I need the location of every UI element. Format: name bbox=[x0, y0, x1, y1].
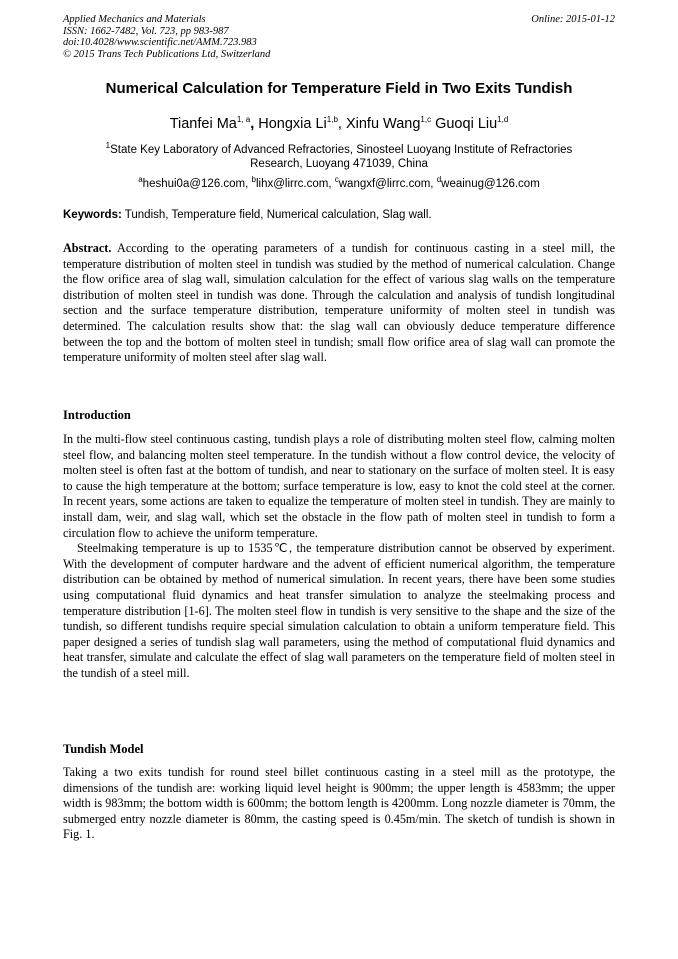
section-heading-introduction: Introduction bbox=[63, 408, 131, 422]
abstract bbox=[63, 241, 615, 366]
email[interactable]: $^c$wangxf@lirrc.com, bbox=[334, 175, 437, 190]
journal-header bbox=[63, 14, 615, 60]
author: Tianfei Ma$^{1, a}$, bbox=[169, 115, 259, 132]
paragraph: Taking a two exits tundish for round steel billet continuous casting in a steel mill as the prototype, the dimensions of the tundish are: working liquid level height is 900mm; the upper length is 4583mm; the upper width is 983mm; the bottom width is 600mm; the bottom length is 4200mm. Long nozzle diameter is 70mm, the submerged entry nozzle diameter is 80mm, the casting speed is 0.45m/min. The sketch of tundish is shown in Fig. 1. bbox=[63, 765, 615, 842]
section-heading-tundish-model: Tundish Model bbox=[63, 742, 144, 756]
abstract-label: Abstract. bbox=[63, 241, 112, 255]
journal-copyright: © 2015 Trans Tech Publications Ltd, Switzerland bbox=[63, 48, 271, 60]
introduction-body bbox=[63, 432, 615, 682]
abstract-text: According to the operating parameters of a tundish for continuous casting in a steel mill, the temperature distribution of molten steel in tundish was studied by the method of numerical calculation. Change the flow orifice area of slag wall, simulation calculation for the effect of various slag walls on the temperature distribution of molten steel in tundish was done. Through the calculation and analysis of tundish longitudinal section and the surface temperature distribution, temperature uniformity of molten steel in tundish was determined. The calculation results show that: the slag wall can obviously deduce temperature difference between the top and the bottom of molten steel in tundish; small flow orifice area of slag wall can promote the temperature uniformity of molten steel after slag wall. bbox=[63, 241, 615, 365]
author: Xinfu Wang$^{1,c}$ bbox=[345, 115, 432, 132]
paper-title: Numerical Calculation for Temperature Field in Two Exits Tundish bbox=[105, 80, 573, 97]
keywords bbox=[63, 209, 615, 221]
journal-doi: doi:10.4028/www.scientific.net/AMM.723.983 bbox=[63, 37, 257, 48]
author-list bbox=[63, 115, 615, 132]
author: Hongxia Li$^{1,b}$, bbox=[258, 115, 346, 132]
author-emails bbox=[63, 175, 615, 190]
affiliation: $^1$State Key Laboratory of Advanced Refractories, Sinosteel Luoyang Institute of Refractories Research, Luoyang 471039, China bbox=[105, 141, 573, 171]
journal-issn: ISSN: 1662-7482, Vol. 723, pp 983-987 bbox=[63, 25, 229, 37]
paragraph: Steelmaking temperature is up to 1535℃, the temperature distribution cannot be observed by experiment. With the development of computer hardware and the advent of efficient numerical algorithm, the temperature distribution can be obtained by method of numerical simulation. In recent years, there have been some studies using computational fluid dynamics and heat transfer simulation to analyze the steelmaking process and temperature distribution [1-6]. The molten steel flow in tundish is very sensitive to the shape and the size of the tundish, so different tundishs require special simulation calculation to obtain a uniform temperature field. This paper designed a series of tundish slag wall parameters, using the method of computational fluid dynamics and heat transfer, simulate and calculate the effect of slag wall parameters on the temperature field of molten steel in the tundish of a steel mill. bbox=[63, 541, 615, 680]
tundish-model-body bbox=[63, 765, 615, 843]
online-date: Online: 2015-01-12 bbox=[531, 14, 615, 25]
email[interactable]: $^d$weainug@126.com bbox=[436, 175, 540, 190]
email[interactable]: $^a$heshui0a@126.com, bbox=[138, 175, 252, 190]
keywords-text: Tundish, Temperature field, Numerical calculation, Slag wall. bbox=[121, 209, 432, 221]
email[interactable]: $^b$lihx@lirrc.com, bbox=[251, 175, 335, 190]
paragraph: In the multi-flow steel continuous casting, tundish plays a role of distributing molten steel flow, calming molten steel flow, and balancing molten steel temperature. In the tundish without a flow control device, the velocity of molten steel is often fast at the bottom of tundish, and near to stationary on the surface of molten steel. It is easy to cause the high temperature at the bottom; surface temperature is low, easy to knot the cold steel at the corner. In recent years, some actions are taken to equalize the temperature of molten steel in tundish. They are mainly to install dam, weir, and slag wall, which set the obstacle in the flow path of molten steel in tundish to form a circulation flow to achieve the uniform temperature. bbox=[63, 432, 615, 540]
author: Guoqi Liu$^{1,d}$ bbox=[435, 115, 509, 132]
journal-name: Applied Mechanics and Materials bbox=[63, 14, 206, 25]
keywords-label: Keywords: bbox=[63, 209, 122, 221]
